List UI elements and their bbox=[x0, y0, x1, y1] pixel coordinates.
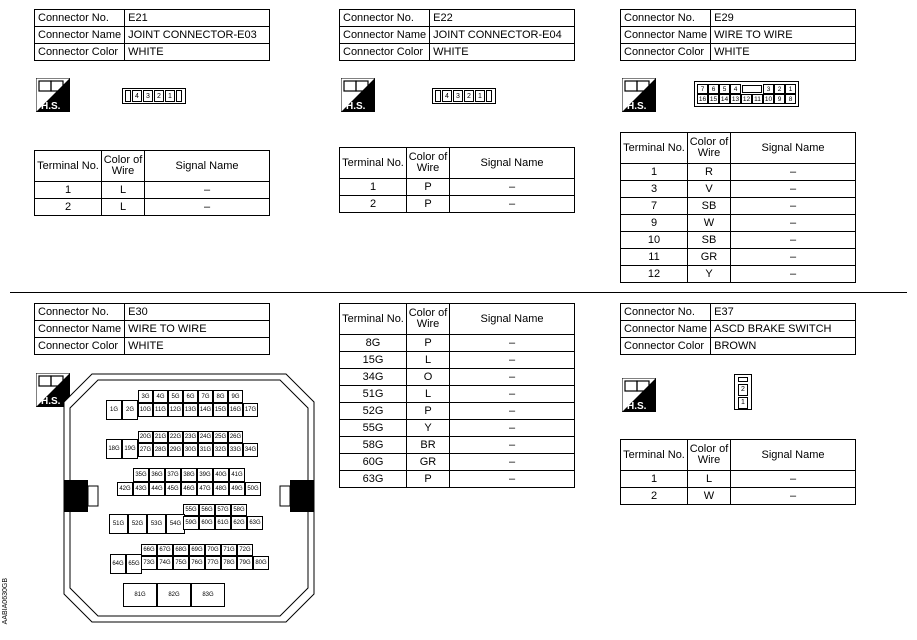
e30-pin: 18G bbox=[106, 439, 122, 459]
e30-pin: 44G bbox=[149, 482, 165, 496]
e21-terminal-table bbox=[34, 150, 270, 216]
e30-pin: 63G bbox=[247, 516, 263, 530]
e30-pin: 26G bbox=[228, 431, 243, 443]
e30-pin: 13G bbox=[183, 403, 198, 417]
e30-pin: 45G bbox=[165, 482, 181, 496]
e30-pin: 3G bbox=[138, 390, 153, 403]
e30-info-table: Connector No. E30 Connector Name WIRE TO WIRE Connector Color WHITE bbox=[34, 303, 270, 355]
e30-pin: 24G bbox=[198, 431, 213, 443]
e30-pin: 76G bbox=[189, 556, 205, 570]
e37-name: ASCD BRAKE SWITCH bbox=[711, 321, 856, 338]
e21-info-table bbox=[34, 9, 270, 61]
table-row: 8G P – bbox=[340, 335, 575, 352]
e30-pin: 66G bbox=[141, 544, 157, 556]
e30-pin-grid bbox=[62, 372, 316, 624]
e21-name: JOINT CONNECTOR-E03 bbox=[125, 27, 270, 44]
e21-connector-face bbox=[122, 88, 186, 104]
e30-pin: 1G bbox=[106, 400, 122, 420]
e30-pin: 82G bbox=[157, 583, 191, 607]
e30-pin: 12G bbox=[168, 403, 183, 417]
e30-pin: 57G bbox=[215, 504, 231, 516]
e30-pin: 2G bbox=[122, 400, 138, 420]
table-row: 3 V – bbox=[621, 181, 856, 198]
hs-icon bbox=[341, 78, 375, 112]
e37-no: E37 bbox=[711, 304, 856, 321]
e30-connector-face bbox=[62, 372, 316, 624]
e30-pin: 36G bbox=[149, 468, 165, 482]
e30-pin: 53G bbox=[147, 514, 166, 534]
e30-pin: 70G bbox=[205, 544, 221, 556]
table-row: 34G O – bbox=[340, 369, 575, 386]
pin: 4 bbox=[132, 90, 142, 102]
e30-pin: 40G bbox=[213, 468, 229, 482]
e30-pin: 48G bbox=[213, 482, 229, 496]
hs-icon bbox=[622, 378, 656, 412]
e30-pin: 14G bbox=[198, 403, 213, 417]
e30-color: WHITE bbox=[125, 338, 270, 355]
table-row: 9 W – bbox=[621, 215, 856, 232]
e30-pin: 22G bbox=[168, 431, 183, 443]
table-row: 58G BR – bbox=[340, 437, 575, 454]
section-divider bbox=[10, 292, 907, 293]
e30-pin: 46G bbox=[181, 482, 197, 496]
e30-pin: 11G bbox=[153, 403, 168, 417]
e30-pin: 54G bbox=[166, 514, 185, 534]
svg-text:H.S.: H.S. bbox=[627, 101, 647, 112]
e30-pin: 29G bbox=[168, 443, 183, 457]
e30-pin: 27G bbox=[138, 443, 153, 457]
e29-name: WIRE TO WIRE bbox=[711, 27, 856, 44]
svg-text:H.S.: H.S. bbox=[41, 101, 61, 112]
e30-pin: 83G bbox=[191, 583, 225, 607]
e30-pin: 34G bbox=[243, 443, 258, 457]
table-row: 7 SB – bbox=[621, 198, 856, 215]
svg-text:H.S.: H.S. bbox=[41, 396, 61, 407]
e30-pin: 77G bbox=[205, 556, 221, 570]
e30-pin: 17G bbox=[243, 403, 258, 417]
table-row: 1 P – bbox=[340, 179, 575, 196]
e30-pin: 81G bbox=[123, 583, 157, 607]
e30-terminal-table: Terminal No. Color of Wire Signal Name 8G P – 15G L – 34G O – 51G L – 52G P – 55G Y – 58G BR – 60G GR – 63G P – bbox=[339, 303, 575, 488]
e37-connector-face: 2 1 bbox=[734, 374, 752, 410]
e22-connector-face: 4 3 2 1 bbox=[432, 88, 496, 104]
e22-info-table: Connector No. E22 Connector Name JOINT CONNECTOR-E04 Connector Color WHITE bbox=[339, 9, 575, 61]
e22-color: WHITE bbox=[430, 44, 575, 61]
e22-name: JOINT CONNECTOR-E04 bbox=[430, 27, 575, 44]
e21-no: E21 bbox=[125, 10, 270, 27]
e30-pin: 71G bbox=[221, 544, 237, 556]
e30-pin: 55G bbox=[183, 504, 199, 516]
table-row: 1 L – bbox=[35, 182, 270, 199]
table-row: 15G L – bbox=[340, 352, 575, 369]
e30-pin: 41G bbox=[229, 468, 245, 482]
e30-pin: 10G bbox=[138, 403, 153, 417]
connector-color-label: Connector Color bbox=[35, 44, 125, 61]
e30-pin: 65G bbox=[126, 554, 142, 574]
e37-color: BROWN bbox=[711, 338, 856, 355]
e30-pin: 32G bbox=[213, 443, 228, 457]
e30-pin: 39G bbox=[197, 468, 213, 482]
e30-pin: 31G bbox=[198, 443, 213, 457]
e30-pin: 79G bbox=[237, 556, 253, 570]
e30-pin: 23G bbox=[183, 431, 198, 443]
hs-icon bbox=[36, 78, 70, 112]
e30-pin: 75G bbox=[173, 556, 189, 570]
e30-pin: 5G bbox=[168, 390, 183, 403]
e30-pin: 47G bbox=[197, 482, 213, 496]
e30-pin: 49G bbox=[229, 482, 245, 496]
e30-pin: 38G bbox=[181, 468, 197, 482]
e30-pin: 59G bbox=[183, 516, 199, 530]
color-of-wire-header: Color of Wire bbox=[102, 151, 145, 182]
e29-info-table: Connector No. E29 Connector Name WIRE TO WIRE Connector Color WHITE bbox=[620, 9, 856, 61]
e30-pin: 80G bbox=[253, 556, 269, 570]
e29-color: WHITE bbox=[711, 44, 856, 61]
hs-icon bbox=[622, 78, 656, 112]
e30-no: E30 bbox=[125, 304, 270, 321]
e30-pin: 60G bbox=[199, 516, 215, 530]
table-row: 63G P – bbox=[340, 471, 575, 488]
table-row: 2 W – bbox=[621, 488, 856, 505]
e22-no: E22 bbox=[430, 10, 575, 27]
e30-pin: 35G bbox=[133, 468, 149, 482]
table-row: 60G GR – bbox=[340, 454, 575, 471]
e30-pin: 67G bbox=[157, 544, 173, 556]
pin: 3 bbox=[143, 90, 153, 102]
e21-color: WHITE bbox=[125, 44, 270, 61]
e30-pin: 6G bbox=[183, 390, 198, 403]
pin: 1 bbox=[165, 90, 175, 102]
table-row: 2 L – bbox=[35, 199, 270, 216]
e30-pin: 28G bbox=[153, 443, 168, 457]
connector-name-label: Connector Name bbox=[35, 27, 125, 44]
e30-pin: 50G bbox=[245, 482, 261, 496]
e29-terminal-table: Terminal No. Color of Wire Signal Name 1 R – 3 V – 7 SB – 9 W – 10 SB – 11 GR – 12 Y – bbox=[620, 132, 856, 283]
e30-pin: 15G bbox=[213, 403, 228, 417]
e30-pin: 68G bbox=[173, 544, 189, 556]
e30-pin: 74G bbox=[157, 556, 173, 570]
e30-pin: 58G bbox=[231, 504, 247, 516]
e30-pin: 19G bbox=[122, 439, 138, 459]
e30-pin: 9G bbox=[228, 390, 243, 403]
table-row: 12 Y – bbox=[621, 266, 856, 283]
terminal-no-header: Terminal No. bbox=[35, 151, 102, 182]
e30-pin: 42G bbox=[117, 482, 133, 496]
e37-terminal-table: Terminal No. Color of Wire Signal Name 1 L – 2 W – bbox=[620, 439, 856, 505]
e30-pin: 7G bbox=[198, 390, 213, 403]
e30-pin: 25G bbox=[213, 431, 228, 443]
e30-pin: 64G bbox=[110, 554, 126, 574]
table-row: 51G L – bbox=[340, 386, 575, 403]
e29-no: E29 bbox=[711, 10, 856, 27]
table-row: 1 R – bbox=[621, 164, 856, 181]
e30-pin: 4G bbox=[153, 390, 168, 403]
table-row: 55G Y – bbox=[340, 420, 575, 437]
e30-pin: 16G bbox=[228, 403, 243, 417]
e30-pin: 51G bbox=[109, 514, 128, 534]
e30-pin: 33G bbox=[228, 443, 243, 457]
e30-pin: 8G bbox=[213, 390, 228, 403]
e30-pin: 61G bbox=[215, 516, 231, 530]
e30-pin: 73G bbox=[141, 556, 157, 570]
e30-pin: 72G bbox=[237, 544, 253, 556]
figure-code: AABIA0630GB bbox=[2, 578, 9, 625]
pin: 2 bbox=[154, 90, 164, 102]
e30-name: WIRE TO WIRE bbox=[125, 321, 270, 338]
table-row: 1 L – bbox=[621, 471, 856, 488]
e30-pin: 78G bbox=[221, 556, 237, 570]
e30-pin: 62G bbox=[231, 516, 247, 530]
e37-info-table: Connector No. E37 Connector Name ASCD BRAKE SWITCH Connector Color BROWN bbox=[620, 303, 856, 355]
e30-pin: 43G bbox=[133, 482, 149, 496]
e29-connector-face: 7 6 5 4 3 2 1 16 15 14 13 12 11 10 9 8 bbox=[694, 81, 799, 107]
table-row: 11 GR – bbox=[621, 249, 856, 266]
e22-terminal-table: Terminal No. Color of Wire Signal Name 1 P – 2 P – bbox=[339, 147, 575, 213]
e30-pin: 20G bbox=[138, 431, 153, 443]
e30-pin: 30G bbox=[183, 443, 198, 457]
e30-pin: 69G bbox=[189, 544, 205, 556]
e30-pin: 56G bbox=[199, 504, 215, 516]
table-row: 2 P – bbox=[340, 196, 575, 213]
table-row: 52G P – bbox=[340, 403, 575, 420]
e30-pin: 21G bbox=[153, 431, 168, 443]
svg-text:H.S.: H.S. bbox=[346, 101, 366, 112]
table-row: 10 SB – bbox=[621, 232, 856, 249]
e30-pin: 52G bbox=[128, 514, 147, 534]
signal-name-header: Signal Name bbox=[145, 151, 270, 182]
svg-text:H.S.: H.S. bbox=[627, 401, 647, 412]
connector-no-label: Connector No. bbox=[35, 10, 125, 27]
e30-pin: 37G bbox=[165, 468, 181, 482]
